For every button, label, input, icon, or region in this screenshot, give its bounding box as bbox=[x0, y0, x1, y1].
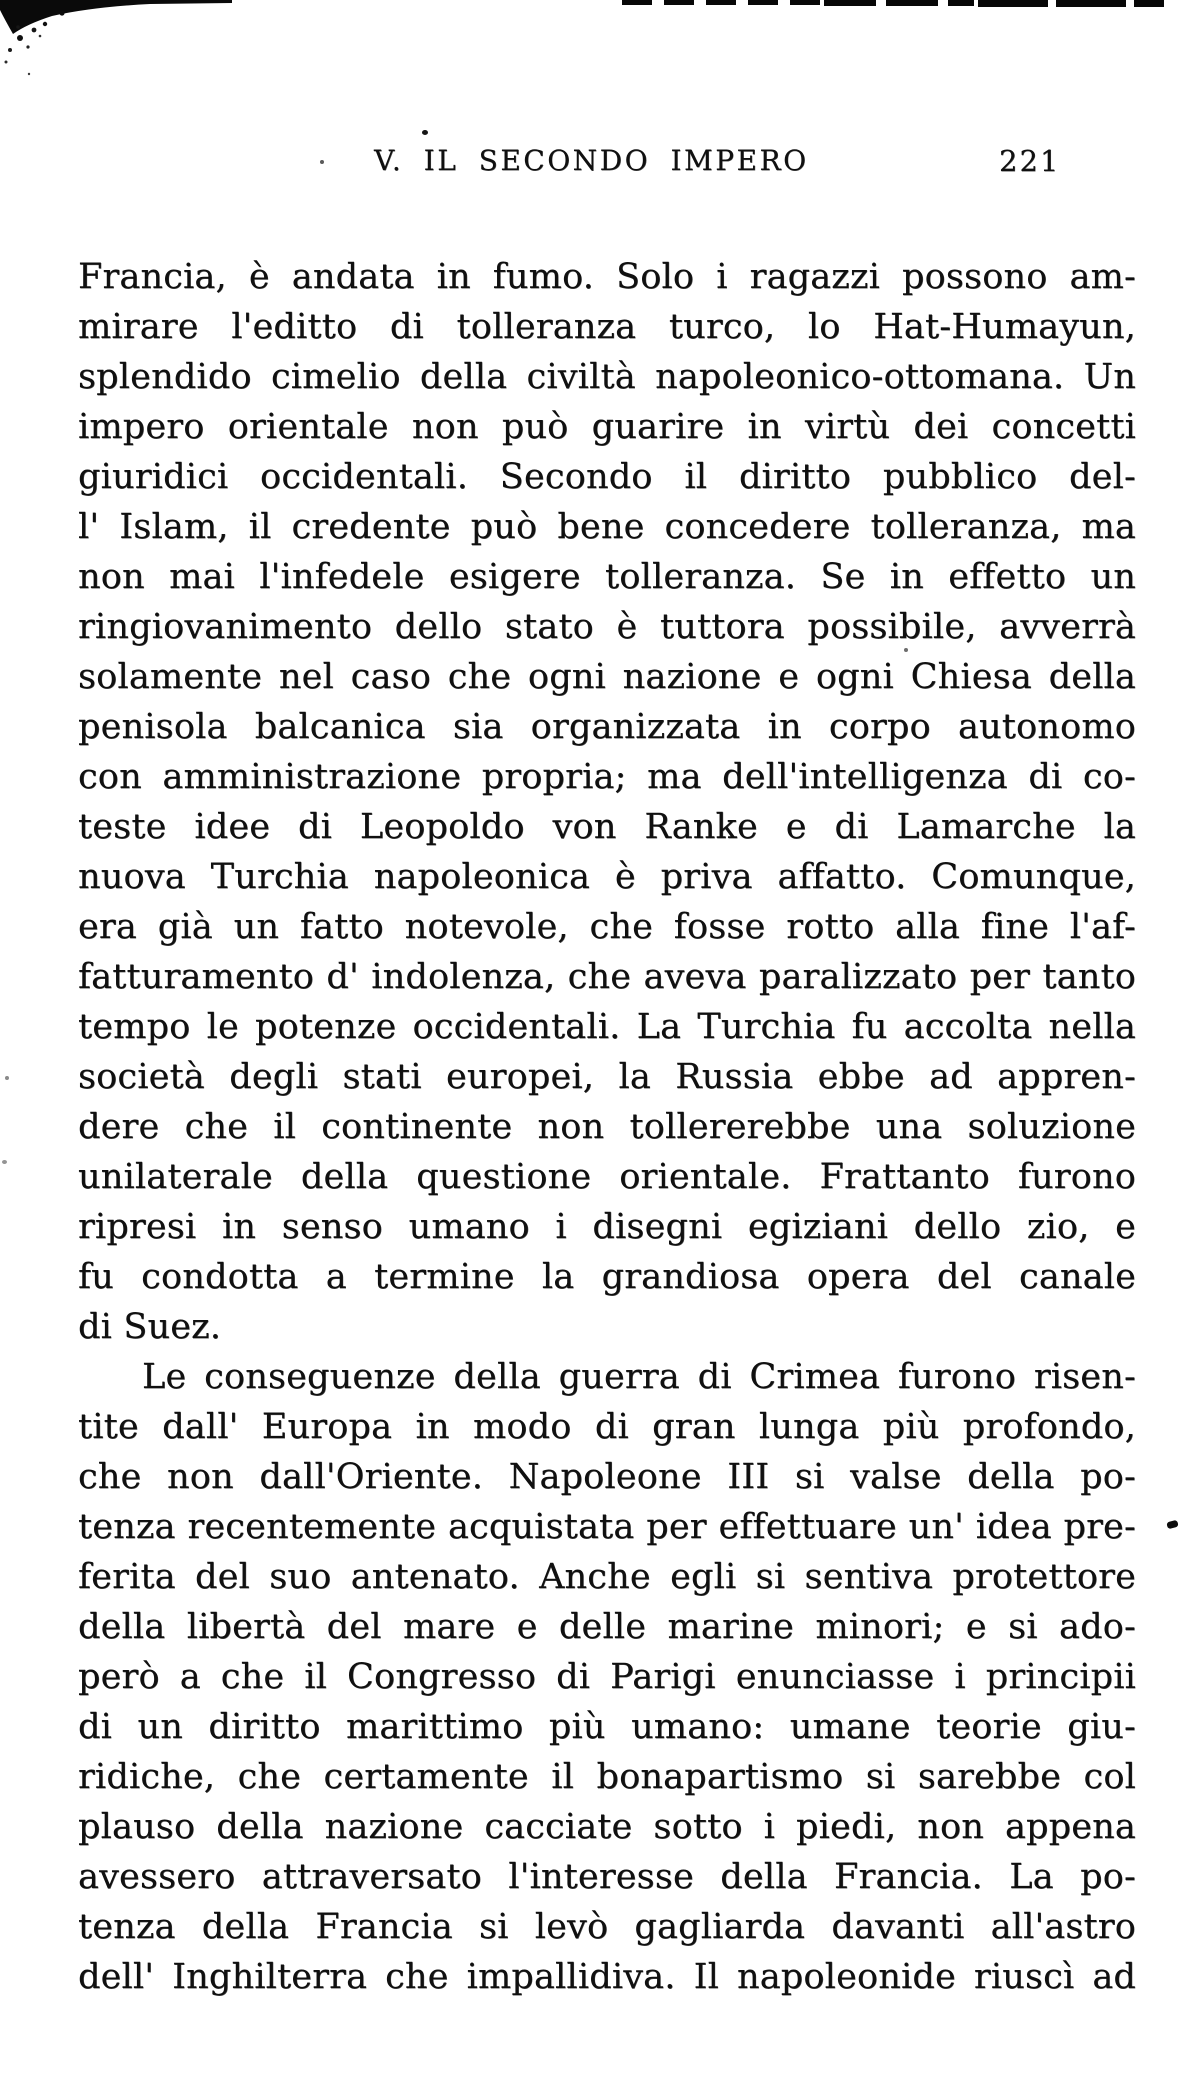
page-header bbox=[0, 144, 1200, 184]
text-line: fu condotta a termine la grandiosa opera del canale bbox=[78, 1257, 1136, 1297]
text-line: tenza della Francia si levò gagliarda davanti all'astro bbox=[78, 1907, 1136, 1947]
text-line: ferita del suo antenato. Anche egli si sentiva protettore bbox=[78, 1557, 1136, 1597]
text-line: che non dall'Oriente. Napoleone III si valse della po- bbox=[78, 1457, 1136, 1497]
text-line: nuova Turchia napoleonica è priva affatto. Comunque, bbox=[78, 857, 1136, 897]
text-line: ringiovanimento dello stato è tuttora possibile, avverrà bbox=[78, 607, 1136, 647]
ink-speck bbox=[422, 130, 428, 135]
text-line: fatturamento d' indolenza, che aveva paralizzato per tanto bbox=[78, 957, 1136, 997]
text-line: di un diritto marittimo più umano: umane teorie giu- bbox=[78, 1707, 1136, 1747]
text-line: era già un fatto notevole, che fosse rotto alla fine l'af- bbox=[78, 907, 1136, 947]
ink-speck bbox=[1166, 1520, 1178, 1529]
text-line: teste idee di Leopoldo von Ranke e di Lamarche la bbox=[78, 807, 1136, 847]
text-line: giuridici occidentali. Secondo il diritto pubblico del- bbox=[78, 457, 1136, 497]
text-line: tempo le potenze occidentali. La Turchia fu accolta nella bbox=[78, 1007, 1136, 1047]
scan-edge-band bbox=[978, 0, 1164, 7]
text-line: tite dall' Europa in modo di gran lunga più profondo, bbox=[78, 1407, 1136, 1447]
text-line: con amministrazione propria; ma dell'intelligenza di co- bbox=[78, 757, 1136, 797]
text-line: dere che il continente non tollererebbe una soluzione bbox=[78, 1107, 1136, 1147]
scan-edge-band bbox=[622, 0, 822, 5]
text-line: dell' Inghilterra che impallidiva. Il napoleonide riuscì ad bbox=[78, 1957, 1136, 1997]
text-line: avessero attraversato l'interesse della Francia. La po- bbox=[78, 1857, 1136, 1897]
text-line: però a che il Congresso di Parigi enunciasse i principii bbox=[78, 1657, 1136, 1697]
text-line: mirare l'editto di tolleranza turco, lo Hat-Humayun, bbox=[78, 307, 1136, 347]
text-line: tenza recentemente acquistata per effettuare un' idea pre- bbox=[78, 1507, 1136, 1547]
text-line: società degli stati europei, la Russia ebbe ad appren- bbox=[78, 1057, 1136, 1097]
page-body bbox=[78, 252, 1136, 2002]
text-line: impero orientale non può guarire in virtù dei concetti bbox=[78, 407, 1136, 447]
text-line: Francia, è andata in fumo. Solo i ragazzi possono am- bbox=[78, 257, 1136, 297]
text-line: Le conseguenze della guerra di Crimea furono risen- bbox=[142, 1357, 1136, 1397]
text-line: unilaterale della questione orientale. Frattanto furono bbox=[78, 1157, 1136, 1197]
text-line: ridiche, che certamente il bonapartismo si sarebbe col bbox=[78, 1757, 1136, 1797]
text-line: della libertà del mare e delle marine minori; e si ado- bbox=[78, 1607, 1136, 1647]
text-line: splendido cimelio della civiltà napoleonico-ottomana. Un bbox=[78, 357, 1136, 397]
text-line: ripresi in senso umano i disegni egiziani dello zio, e bbox=[78, 1207, 1136, 1247]
scan-edge-band bbox=[824, 0, 974, 6]
text-line: non mai l'infedele esigere tolleranza. Se in effetto un bbox=[78, 557, 1136, 597]
text-line: l' Islam, il credente può bene concedere tolleranza, ma bbox=[78, 507, 1136, 547]
page-number: 221 bbox=[999, 144, 1061, 178]
ink-speck bbox=[2, 1160, 7, 1164]
ink-speck bbox=[5, 1076, 9, 1080]
text-line: penisola balcanica sia organizzata in corpo autonomo bbox=[78, 707, 1136, 747]
chapter-title: V. IL SECONDO IMPERO bbox=[374, 144, 809, 177]
text-line: solamente nel caso che ogni nazione e ogni Chiesa della bbox=[78, 657, 1136, 697]
text-line: plauso della nazione cacciate sotto i piedi, non appena bbox=[78, 1807, 1136, 1847]
text-line: di Suez. bbox=[78, 1307, 222, 1347]
scan-smudge-topleft bbox=[0, 0, 250, 80]
